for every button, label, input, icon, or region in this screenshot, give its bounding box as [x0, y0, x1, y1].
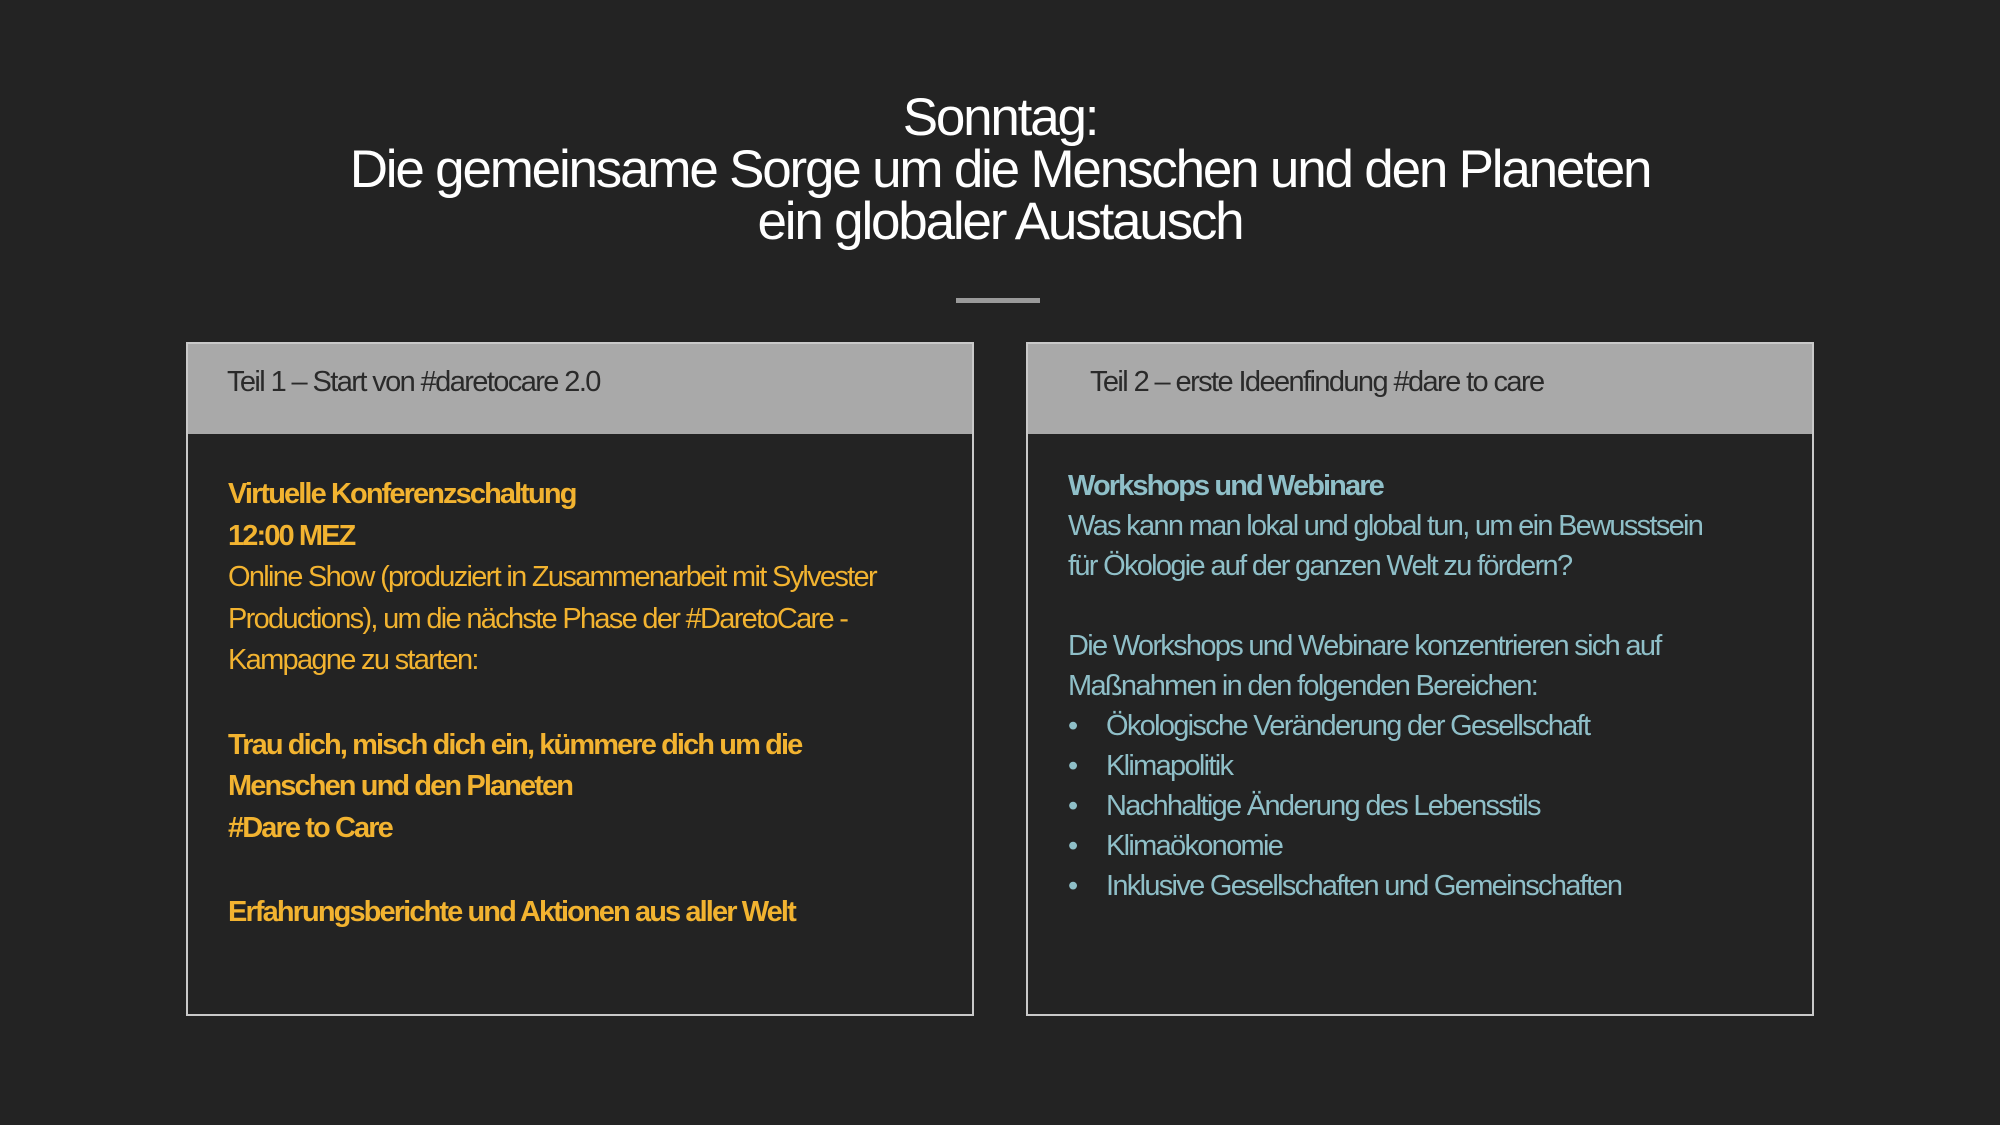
list-item: • Klimaökonomie — [1068, 826, 1782, 866]
title-line-2: Die gemeinsame Sorge um die Menschen und den Planeten — [349, 140, 1651, 199]
list-item: • Nachhaltige Änderung des Lebensstils — [1068, 786, 1782, 826]
question-line-2: für Ökologie auf der ganzen Welt zu fördern? — [1068, 550, 1572, 582]
list-item: • Klimapolitik — [1068, 746, 1782, 786]
panel-part-1-body — [228, 474, 942, 934]
intro-line-1: Die Workshops und Webinare konzentrieren sich auf — [1068, 630, 1661, 662]
campaign-hashtag: #Dare to Care — [228, 811, 392, 844]
title-divider — [956, 298, 1040, 303]
bullet-icon: • — [1068, 870, 1079, 902]
slogan-line-1: Trau dich, misch dich ein, kümmere dich um die — [228, 728, 802, 761]
panel-part-2-body — [1068, 466, 1782, 906]
title-line-3: ein globaler Austausch — [757, 192, 1243, 251]
workshops-heading: Workshops und Webinare — [1068, 470, 1383, 502]
slide-title — [0, 88, 2000, 251]
title-line-1: Sonntag: — [902, 88, 1098, 147]
panel-part-2 — [1026, 342, 1814, 1016]
show-description-line-2: Productions), um die nächste Phase der #DaretoCare - — [228, 602, 848, 635]
bullet-icon: • — [1068, 750, 1079, 782]
panel-part-2-header: Teil 2 – erste Ideenfindung #dare to care — [1028, 344, 1812, 434]
intro-line-2: Maßnahmen in den folgenden Bereichen: — [1068, 670, 1538, 702]
show-description-line-1: Online Show (produziert in Zusammenarbeit mit Sylvester — [228, 561, 876, 593]
question-line-1: Was kann man lokal und global tun, um ein Bewusstsein — [1068, 510, 1703, 542]
bullet-icon: • — [1068, 710, 1079, 742]
bullet-icon: • — [1068, 790, 1079, 822]
bullet-icon: • — [1068, 830, 1079, 862]
panel-part-1-header: Teil 1 – Start von #daretocare 2.0 — [188, 344, 972, 434]
conference-time: 12:00 MEZ — [228, 519, 355, 552]
panel-part-1 — [186, 342, 974, 1016]
focus-areas-list — [1068, 706, 1782, 906]
slogan-line-2: Menschen und den Planeten — [228, 770, 573, 802]
list-item: • Inklusive Gesellschaften und Gemeinschaften — [1068, 866, 1782, 906]
show-description-line-3: Kampagne zu starten: — [228, 644, 478, 676]
testimonials-note: Erfahrungsberichte und Aktionen aus aller Welt — [228, 896, 795, 928]
list-item: • Ökologische Veränderung der Gesellschaft — [1068, 706, 1782, 746]
conference-heading: Virtuelle Konferenzschaltung — [228, 478, 576, 510]
